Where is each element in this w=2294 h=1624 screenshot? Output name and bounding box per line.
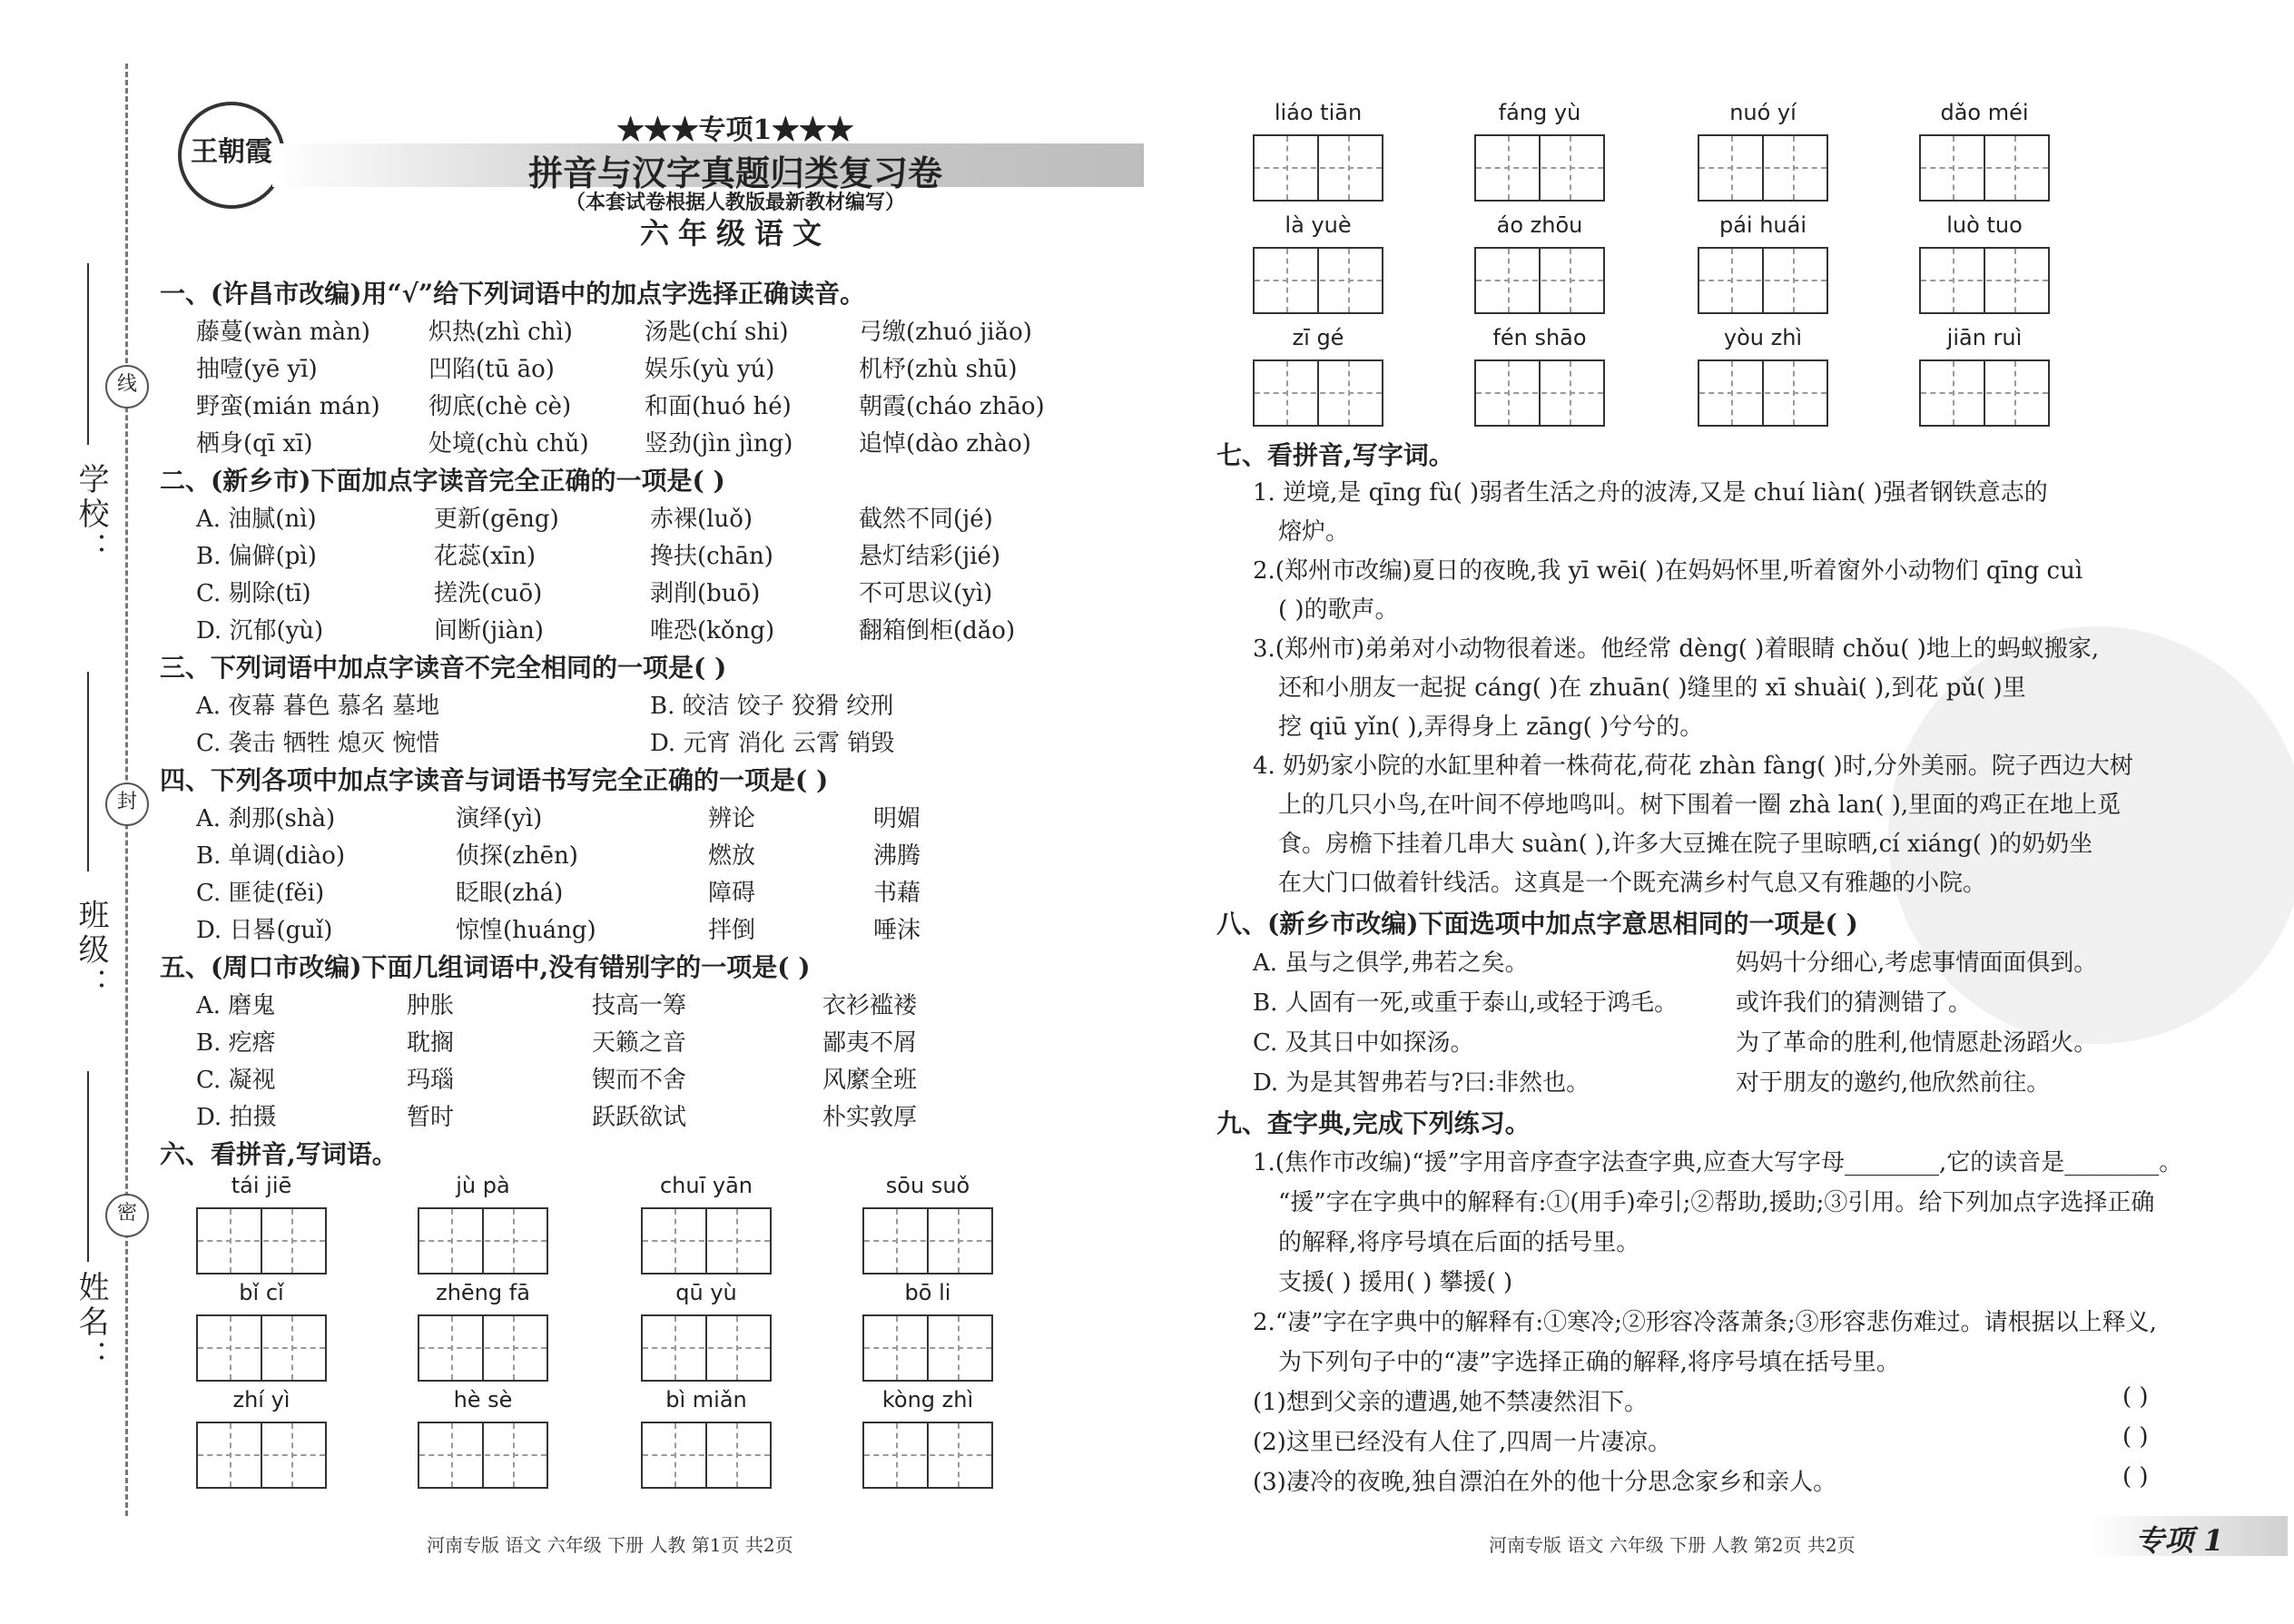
q1-option[interactable]: 彻底(chè cè) — [428, 393, 572, 420]
pinyin-prompt: zī gé — [1292, 325, 1344, 350]
writing-grid[interactable] — [862, 1314, 993, 1382]
q4-item: 书藉 — [873, 880, 921, 907]
writing-grid[interactable] — [196, 1207, 327, 1275]
writing-grid[interactable] — [196, 1314, 327, 1382]
binding-seal-line: 线 — [105, 365, 149, 408]
q4-option-c[interactable]: C. 匪徒(fěi) — [196, 880, 325, 907]
q8-item: 为了革命的胜利,他情愿赴汤蹈火。 — [1736, 1029, 2098, 1057]
q5-item: 锲而不舍 — [592, 1067, 687, 1094]
binding-seal-feng: 封 — [105, 782, 149, 826]
writing-grid[interactable] — [1919, 134, 2050, 202]
answer-paren[interactable]: ( ) — [2122, 1383, 2149, 1411]
pinyin-prompt: hè sè — [453, 1387, 513, 1412]
writing-grid[interactable] — [1919, 359, 2050, 427]
q7-line[interactable]: 挖 qiū yǐn( ),弄得身上 zāng( )兮兮的。 — [1278, 714, 1704, 741]
writing-grid[interactable] — [418, 1314, 548, 1382]
q5-item: 玛瑙 — [407, 1067, 455, 1094]
writing-grid[interactable] — [1698, 247, 1828, 314]
binding-seal-mi: 密 — [105, 1194, 149, 1237]
pinyin-prompt: jiān ruì — [1946, 325, 2023, 350]
q7-line: 熔炉。 — [1278, 518, 1350, 546]
pinyin-prompt: bō li — [904, 1280, 951, 1305]
writing-grid[interactable] — [1474, 247, 1605, 314]
pinyin-prompt: áo zhōu — [1496, 212, 1583, 238]
q1-option[interactable]: 炽热(zhì chì) — [428, 319, 573, 346]
name-field[interactable] — [87, 1071, 89, 1262]
paper-subtitle: （本套试卷根据人教版最新教材编写） — [565, 191, 905, 214]
q2-item: 更新(gēng) — [434, 506, 559, 533]
q7-line[interactable]: 还和小朋友一起捉 cáng( )在 zhuān( )缝里的 xī shuài( ),到花 pǔ( )里 — [1278, 674, 2026, 702]
q1-title: 一、(许昌市改编)用“√”给下列词语中的加点字选择正确读音。 — [160, 279, 866, 309]
brand-logo — [178, 102, 285, 209]
q1-option[interactable]: 竖劲(jìn jìng) — [645, 430, 793, 458]
q2-item: 赤裸(luǒ) — [650, 506, 753, 533]
writing-grid[interactable] — [862, 1207, 993, 1275]
writing-grid[interactable] — [1698, 134, 1828, 202]
q5-item: 暂时 — [407, 1104, 455, 1131]
writing-grid[interactable] — [1474, 134, 1605, 202]
q7-title: 七、看拼音,写字词。 — [1216, 440, 1454, 470]
q1-option[interactable]: 栖身(qī xī) — [196, 430, 313, 458]
q4-item: 侦探(zhēn) — [456, 842, 578, 870]
pinyin-prompt: dǎo méi — [1940, 100, 2029, 125]
name-label: 姓名： — [73, 1271, 109, 1374]
q7-line[interactable]: 上的几只小鸟,在叶间不停地鸣叫。树下围着一圈 zhà lan( ),里面的鸡正在地上觅 — [1278, 792, 2122, 819]
q3-option-d[interactable]: D. 元宵 消化 云霄 销毁 — [650, 730, 895, 757]
q4-title: 四、下列各项中加点字读音与词语书写完全正确的一项是( ) — [160, 765, 829, 795]
grade-subject: 六年级语文 — [639, 216, 831, 251]
pinyin-prompt: fén shāo — [1492, 325, 1587, 350]
pinyin-prompt: jù pà — [456, 1173, 510, 1198]
q9-line: 的解释,将序号填在后面的括号里。 — [1278, 1229, 1640, 1256]
writing-grid[interactable] — [1698, 359, 1828, 427]
section-badge: 专项 1 — [2135, 1523, 2224, 1558]
q9-title: 九、查字典,完成下列练习。 — [1216, 1108, 1531, 1138]
pinyin-prompt: bì miǎn — [665, 1387, 747, 1412]
q4-item: 明媚 — [873, 805, 921, 832]
q4-item: 燃放 — [708, 842, 756, 870]
q1-option[interactable]: 抽噎(yē yī) — [196, 356, 318, 383]
series-label: ★★★专项1★★★ — [616, 114, 854, 146]
q2-item: 截然不同(jé) — [859, 506, 993, 533]
q9-line: (1)想到父亲的遭遇,她不禁凄然泪下。 — [1253, 1389, 1649, 1416]
q1-option[interactable]: 朝霞(cháo zhāo) — [859, 393, 1045, 420]
q2-item: 唯恐(kǒng) — [650, 617, 775, 645]
q1-option[interactable]: 处境(chù chǔ) — [428, 430, 589, 458]
q9-line: 为下列句子中的“凄”字选择正确的解释,将序号填在括号里。 — [1278, 1349, 1900, 1376]
q5-item: 风縻全班 — [822, 1067, 918, 1094]
q5-item: 衣衫褴褛 — [822, 992, 918, 1019]
writing-grid[interactable] — [641, 1207, 772, 1275]
q3-option-c[interactable]: C. 袭击 牺牲 熄灭 惋惜 — [196, 730, 440, 757]
q5-option-b[interactable]: B. 疙瘩 — [196, 1029, 276, 1057]
writing-grid[interactable] — [418, 1422, 548, 1489]
footer-page-2: 河南专版 语文 六年级 下册 人教 第2页 共2页 — [1489, 1534, 1856, 1556]
q5-option-a[interactable]: A. 磨鬼 — [196, 992, 276, 1019]
pinyin-prompt: pái huái — [1718, 212, 1807, 238]
q9-line: “援”字在字典中的解释有:①(用手)牵引;②帮助,援助;③引用。给下列加点字选择正确 — [1278, 1189, 2155, 1216]
q2-item: 翻箱倒柜(dǎo) — [859, 617, 1016, 645]
class-label: 班级： — [73, 899, 109, 1002]
writing-grid[interactable] — [862, 1422, 993, 1489]
q4-item: 沸腾 — [873, 842, 921, 870]
q8-item: 妈妈十分细心,考虑事情面面俱到。 — [1736, 950, 2098, 977]
q9-line: 2.“凄”字在字典中的解释有:①寒冷;②形容冷落萧条;③形容悲伤难过。请根据以上释义, — [1253, 1309, 2157, 1336]
q3-option-a[interactable]: A. 夜幕 暮色 慕名 墓地 — [196, 693, 440, 720]
q2-item: 间断(jiàn) — [434, 617, 544, 645]
pinyin-prompt: liáo tiān — [1274, 100, 1363, 125]
q2-option-a[interactable]: A. 油腻(nì) — [196, 506, 317, 533]
q1-option[interactable]: 汤匙(chí shi) — [645, 319, 789, 346]
q8-option-b[interactable]: B. 人固有一死,或重于泰山,或轻于鸿毛。 — [1253, 989, 1679, 1017]
q4-item: 辨论 — [708, 805, 756, 832]
answer-paren[interactable]: ( ) — [2122, 1423, 2149, 1451]
pinyin-prompt: sōu suǒ — [885, 1173, 970, 1198]
q5-option-d[interactable]: D. 拍摄 — [196, 1104, 277, 1131]
q8-item: 对于朋友的邀约,他欣然前往。 — [1736, 1069, 2051, 1097]
q7-line: 在大门口做着针线活。这真是一个既充满乡村气息又有雅趣的小院。 — [1278, 870, 1987, 897]
q2-item: 不可思议(yì) — [859, 580, 993, 607]
q1-option[interactable]: 娱乐(yù yú) — [645, 356, 775, 383]
q1-option[interactable]: 弓缴(zhuó jiǎo) — [859, 319, 1032, 346]
q2-title: 二、(新乡市)下面加点字读音完全正确的一项是( ) — [160, 466, 725, 496]
q7-line[interactable]: 4. 奶奶家小院的水缸里种着一株荷花,荷花 zhàn fàng( )时,分外美丽。院子西边大树 — [1253, 753, 2133, 780]
pinyin-prompt: tái jiē — [231, 1173, 292, 1198]
q4-item: 演绎(yì) — [456, 805, 543, 832]
pinyin-prompt: nuó yí — [1729, 100, 1797, 125]
pinyin-prompt: chuī yān — [659, 1173, 753, 1198]
pinyin-prompt: yòu zhì — [1723, 325, 1803, 350]
q5-title: 五、(周口市改编)下面几组词语中,没有错别字的一项是( ) — [160, 952, 811, 982]
q4-item: 拌倒 — [708, 917, 756, 944]
writing-grid[interactable] — [1253, 247, 1383, 314]
q2-item: 搓洗(cuō) — [434, 580, 543, 607]
q8-option-c[interactable]: C. 及其日中如探汤。 — [1253, 1029, 1474, 1057]
q2-option-c[interactable]: C. 剔除(tī) — [196, 580, 311, 607]
q7-line[interactable]: 食。房檐下挂着几串大 suàn( ),许多大豆摊在院子里晾晒,cí xiáng( )的奶奶坐 — [1278, 831, 2093, 858]
q1-option[interactable]: 凹陷(tū āo) — [428, 356, 555, 383]
q4-item: 惊惶(huáng) — [456, 917, 596, 944]
writing-grid[interactable] — [1253, 359, 1383, 427]
writing-grid[interactable] — [1253, 134, 1383, 202]
q5-item: 肿胀 — [407, 992, 455, 1019]
q8-option-a[interactable]: A. 虽与之俱学,弗若之矣。 — [1253, 950, 1529, 977]
q8-option-d[interactable]: D. 为是其智弗若与?曰:非然也。 — [1253, 1069, 1590, 1097]
q4-item: 眨眼(zhá) — [456, 880, 564, 907]
writing-grid[interactable] — [1919, 247, 2050, 314]
q6-title: 六、看拼音,写词语。 — [160, 1139, 398, 1169]
school-field[interactable] — [87, 263, 89, 445]
writing-grid[interactable] — [418, 1207, 548, 1275]
pinyin-prompt: bǐ cǐ — [239, 1280, 284, 1305]
answer-paren[interactable]: ( ) — [2122, 1463, 2149, 1491]
q4-item: 唾沫 — [873, 917, 921, 944]
pinyin-prompt: kòng zhì — [881, 1387, 974, 1412]
q1-option[interactable]: 和面(huó hé) — [645, 393, 792, 420]
class-field[interactable] — [87, 672, 89, 871]
q1-option[interactable]: 藤蔓(wàn màn) — [196, 319, 370, 346]
footer-page-1: 河南专版 语文 六年级 下册 人教 第1页 共2页 — [427, 1534, 793, 1556]
q1-option[interactable]: 机杼(zhù shū) — [859, 356, 1018, 383]
pinyin-prompt: zhí yì — [232, 1387, 290, 1412]
q9-line[interactable]: 1.(焦作市改编)“援”字用音序查字法查字典,应查大写字母________,它的读音是________。 — [1253, 1149, 2183, 1176]
q5-item: 跃跃欲试 — [592, 1104, 687, 1131]
q4-item: 障碍 — [708, 880, 756, 907]
q5-item: 天籁之音 — [592, 1029, 687, 1057]
q5-item: 耽搁 — [407, 1029, 455, 1057]
q5-item: 技高一筹 — [592, 992, 687, 1019]
q4-option-d[interactable]: D. 日晷(guǐ) — [196, 917, 333, 944]
q9-line: (3)凄冷的夜晚,独自漂泊在外的他十分思念家乡和亲人。 — [1253, 1469, 1837, 1496]
q2-option-b[interactable]: B. 偏僻(pì) — [196, 543, 317, 570]
q7-line[interactable]: 3.(郑州市)弟弟对小动物很着迷。他经常 dèng( )着眼睛 chǒu( )地上的蚂蚁搬家, — [1253, 635, 2100, 663]
paper-title: 拼音与汉字真题归类复习卷 — [527, 153, 942, 193]
q2-item: 花蕊(xīn) — [434, 543, 537, 570]
pinyin-prompt: luò tuo — [1946, 212, 2023, 238]
q1-option[interactable]: 野蛮(mián mán) — [196, 393, 380, 420]
pinyin-prompt: là yuè — [1285, 212, 1352, 238]
pinyin-prompt: fáng yù — [1498, 100, 1581, 125]
q1-option[interactable]: 追悼(dào zhào) — [859, 430, 1031, 458]
q2-item: 悬灯结彩(jié) — [859, 543, 1001, 570]
q4-option-a[interactable]: A. 刹那(shà) — [196, 805, 336, 832]
q8-item: 或许我们的猜测错了。 — [1736, 989, 1973, 1017]
q7-line[interactable]: 1. 逆境,是 qīng fù( )弱者生活之舟的波涛,又是 chuí liàn( )强者钢铁意志的 — [1253, 479, 2048, 507]
writing-grid[interactable] — [641, 1422, 772, 1489]
q7-line[interactable]: ( )的歌声。 — [1278, 596, 1399, 624]
school-label: 学校： — [73, 463, 109, 566]
q2-option-d[interactable]: D. 沉郁(yù) — [196, 617, 324, 645]
writing-grid[interactable] — [196, 1422, 327, 1489]
q5-item: 鄙夷不屑 — [822, 1029, 918, 1057]
writing-grid[interactable] — [641, 1314, 772, 1382]
q9-line: (2)这里已经没有人住了,四周一片凄凉。 — [1253, 1429, 1672, 1456]
q3-option-b[interactable]: B. 皎洁 饺子 狡猾 绞刑 — [650, 693, 894, 720]
q9-line[interactable]: 支援( ) 援用( ) 攀援( ) — [1278, 1269, 1513, 1296]
q5-option-c[interactable]: C. 凝视 — [196, 1067, 276, 1094]
pinyin-prompt: zhēng fā — [436, 1280, 530, 1305]
q8-title: 八、(新乡市改编)下面选项中加点字意思相同的一项是( ) — [1216, 909, 1858, 939]
q4-option-b[interactable]: B. 单调(diào) — [196, 842, 346, 870]
pinyin-prompt: qū yù — [675, 1280, 737, 1305]
q7-line[interactable]: 2.(郑州市改编)夏日的夜晚,我 yī wēi( )在妈妈怀里,听着窗外小动物们 qīng cuì — [1253, 557, 2083, 585]
q5-item: 朴实敦厚 — [822, 1104, 918, 1131]
writing-grid[interactable] — [1474, 359, 1605, 427]
q2-item: 剥削(buō) — [650, 580, 761, 607]
q3-title: 三、下列词语中加点字读音不完全相同的一项是( ) — [160, 653, 727, 683]
brand-logo-text: 王朝霞 — [191, 136, 272, 168]
q2-item: 搀扶(chān) — [650, 543, 773, 570]
